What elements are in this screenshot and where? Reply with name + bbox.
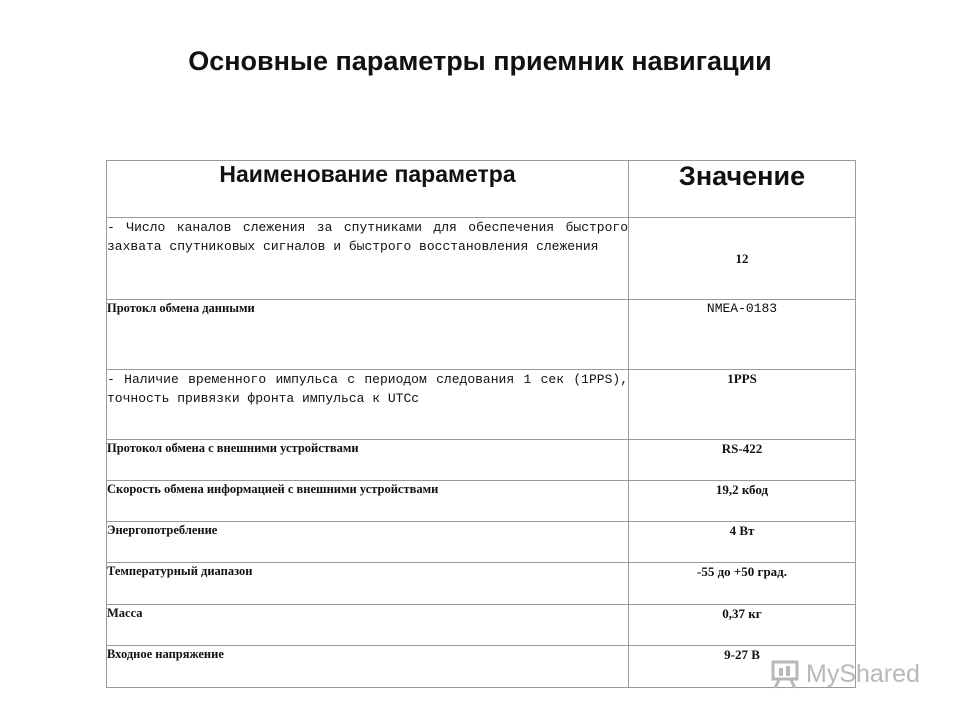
table-row (107, 605, 856, 646)
table-row (107, 646, 856, 688)
param-name: Протокл обмена данными (107, 300, 629, 370)
column-header-name: Наименование параметра (107, 161, 629, 218)
param-value: NMEA-0183 (629, 300, 856, 370)
param-name: Масса (107, 605, 629, 646)
param-value: 9-27 В (629, 646, 856, 688)
param-name: Температурный диапазон (107, 563, 629, 605)
param-value: 12 (629, 218, 856, 300)
table-row (107, 300, 856, 370)
presentation-board-icon (770, 659, 802, 689)
table-row (107, 370, 856, 440)
param-value: 1PPS (629, 370, 856, 440)
param-name: Энергопотребление (107, 522, 629, 563)
param-value: 19,2 кбод (629, 481, 856, 522)
param-value: 4 Вт (629, 522, 856, 563)
param-name: Входное напряжение (107, 646, 629, 688)
table-header-row (107, 161, 856, 218)
param-value: -55 до +50 град. (629, 563, 856, 605)
param-value: 0,37 кг (629, 605, 856, 646)
table-row (107, 218, 856, 300)
table-row (107, 522, 856, 563)
table-row (107, 481, 856, 522)
param-name: - Число каналов слежения за спутниками для обеспечения быстрого захвата спутниковых сигналов и быстрого восстановления слежения (107, 218, 629, 300)
watermark (770, 657, 920, 691)
page-title: Основные параметры приемник навигации (188, 46, 772, 76)
param-value: RS-422 (629, 440, 856, 481)
table-row (107, 563, 856, 605)
param-name: Протокол обмена с внешними устройствами (107, 440, 629, 481)
table-row (107, 440, 856, 481)
column-header-value: Значение (629, 161, 856, 218)
parameters-table (106, 160, 856, 688)
watermark-text: MyShared (806, 659, 920, 688)
param-name: - Наличие временного импульса с периодом следования 1 сек (1PPS), точность привязки фронта импульса к UTCc (107, 370, 629, 440)
param-name: Скорость обмена информацией с внешними устройствами (107, 481, 629, 522)
